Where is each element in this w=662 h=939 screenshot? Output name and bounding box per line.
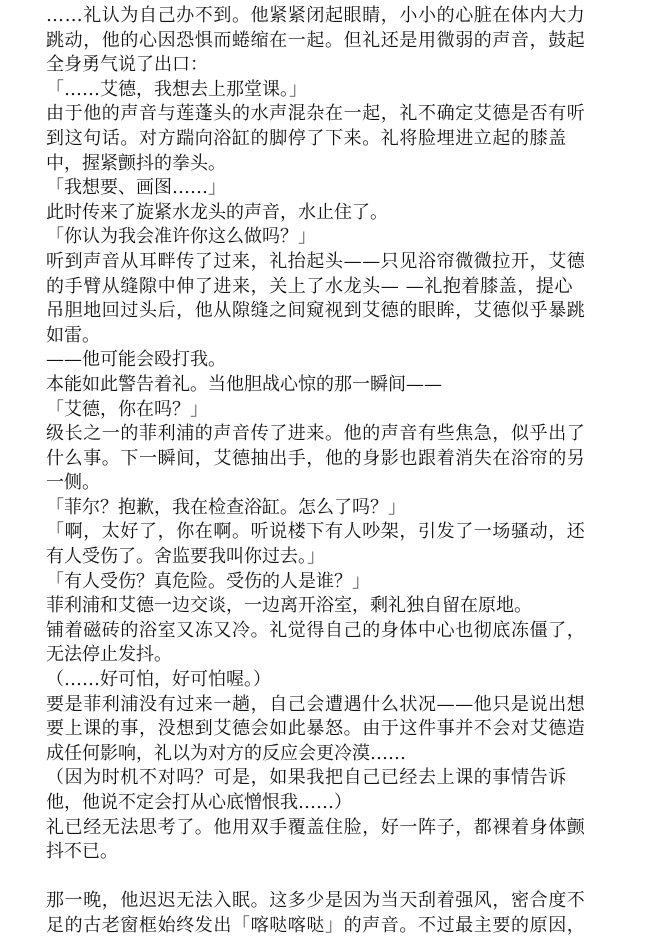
text-line: 此时传来了旋紧水龙头的声音，水止住了。 — [46, 201, 388, 223]
text-line: 抖不已。 — [46, 841, 118, 863]
text-line: 本能如此警告着礼。当他胆战心惊的那一瞬间—— — [46, 373, 442, 395]
text-line: 成任何影响，礼以为对方的反应会更冷漠…… — [46, 742, 406, 764]
text-line: 到这句话。对方踹向浴缸的脚停了下来。礼将脸埋进立起的膝盖 — [46, 127, 567, 149]
text-line: 「菲尔？抱歉，我在检查浴缸。怎么了吗？」 — [46, 496, 406, 518]
text-line: 全身勇气说了出口： — [46, 54, 208, 76]
text-line: 如雷。 — [46, 324, 100, 346]
text-line: （因为时机不对吗？可是，如果我把自己已经去上课的事情告诉 — [46, 767, 567, 789]
text-line: 听到声音从耳畔传了过来，礼抬起头——只见浴帘微微拉开，艾德 — [46, 250, 586, 272]
text-line: 有人受伤了。舍监要我叫你过去。」 — [46, 546, 325, 568]
text-line: ……礼认为自己办不到。他紧紧闭起眼睛，小小的心脏在体内大力 — [46, 5, 586, 26]
text-line: 的手臂从缝隙中伸了进来，关上了水龙头— —礼抱着膝盖，提心 — [46, 275, 574, 297]
text-line: （……好可怕，好可怕喔。） — [46, 669, 271, 691]
text-line: 要是菲利浦没有过来一趟，自己会遭遇什么状况——他只是说出想 — [46, 693, 586, 715]
text-line: 他，他说不定会打从心底憎恨我……） — [46, 792, 352, 813]
text-line: 铺着磁砖的浴室又冻又冷。礼觉得自己的身体中心也彻底冻僵了， — [46, 619, 586, 641]
text-line: 菲利浦和艾德一边交谈，一边离开浴室，剩礼独自留在原地。 — [46, 595, 532, 617]
text-line: 中，握紧颤抖的拳头。 — [46, 152, 226, 174]
text-line: 跳动，他的心因恐惧而蜷缩在一起。但礼还是用微弱的声音，鼓起 — [46, 29, 586, 51]
text-line: 那一晚，他迟迟无法入眠。这多少是因为当天刮着强风，密合度不 — [46, 890, 586, 912]
paragraph-gap — [46, 865, 646, 890]
text-line: 什么事。下一瞬间，艾德抽出手，他的身影也跟着消失在浴帘的另 — [46, 447, 586, 469]
text-line: 级长之一的菲利浦的声音传了进来。他的声音有些焦急，似乎出了 — [46, 423, 586, 445]
text-line: 足的古老窗框始终发出「喀哒喀哒」的声音。不过最主要的原因， — [46, 914, 586, 936]
text-line: 一侧。 — [46, 472, 100, 494]
text-line: 「……艾德，我想去上那堂课。」 — [46, 78, 307, 100]
text-line: 「艾德，你在吗？」 — [46, 398, 208, 420]
document-page — [46, 4, 646, 939]
text-line: 无法停止发抖。 — [46, 644, 172, 666]
text-line: 礼已经无法思考了。他用双手覆盖住脸，好一阵子，都裸着身体颤 — [46, 816, 586, 838]
text-line: 由于他的声音与莲蓬头的水声混杂在一起，礼不确定艾德是否有听 — [46, 103, 586, 125]
text-line: 要上课的事，没想到艾德会如此暴怒。由于这件事并不会对艾德造 — [46, 718, 586, 740]
text-line: 吊胆地回过头后，他从隙缝之间窥视到艾德的眼眸，艾德似乎暴跳 — [46, 300, 586, 322]
text-line: 「啊，太好了，你在啊。听说楼下有人吵架，引发了一场骚动，还 — [46, 521, 586, 543]
text-line: ——他可能会殴打我。 — [46, 349, 226, 371]
text-line: 「有人受伤？真危险。受伤的人是谁？」 — [46, 570, 370, 592]
text-line: 「我想要、画图……」 — [46, 177, 226, 199]
text-line: 「你认为我会准许你这么做吗？」 — [46, 226, 316, 248]
